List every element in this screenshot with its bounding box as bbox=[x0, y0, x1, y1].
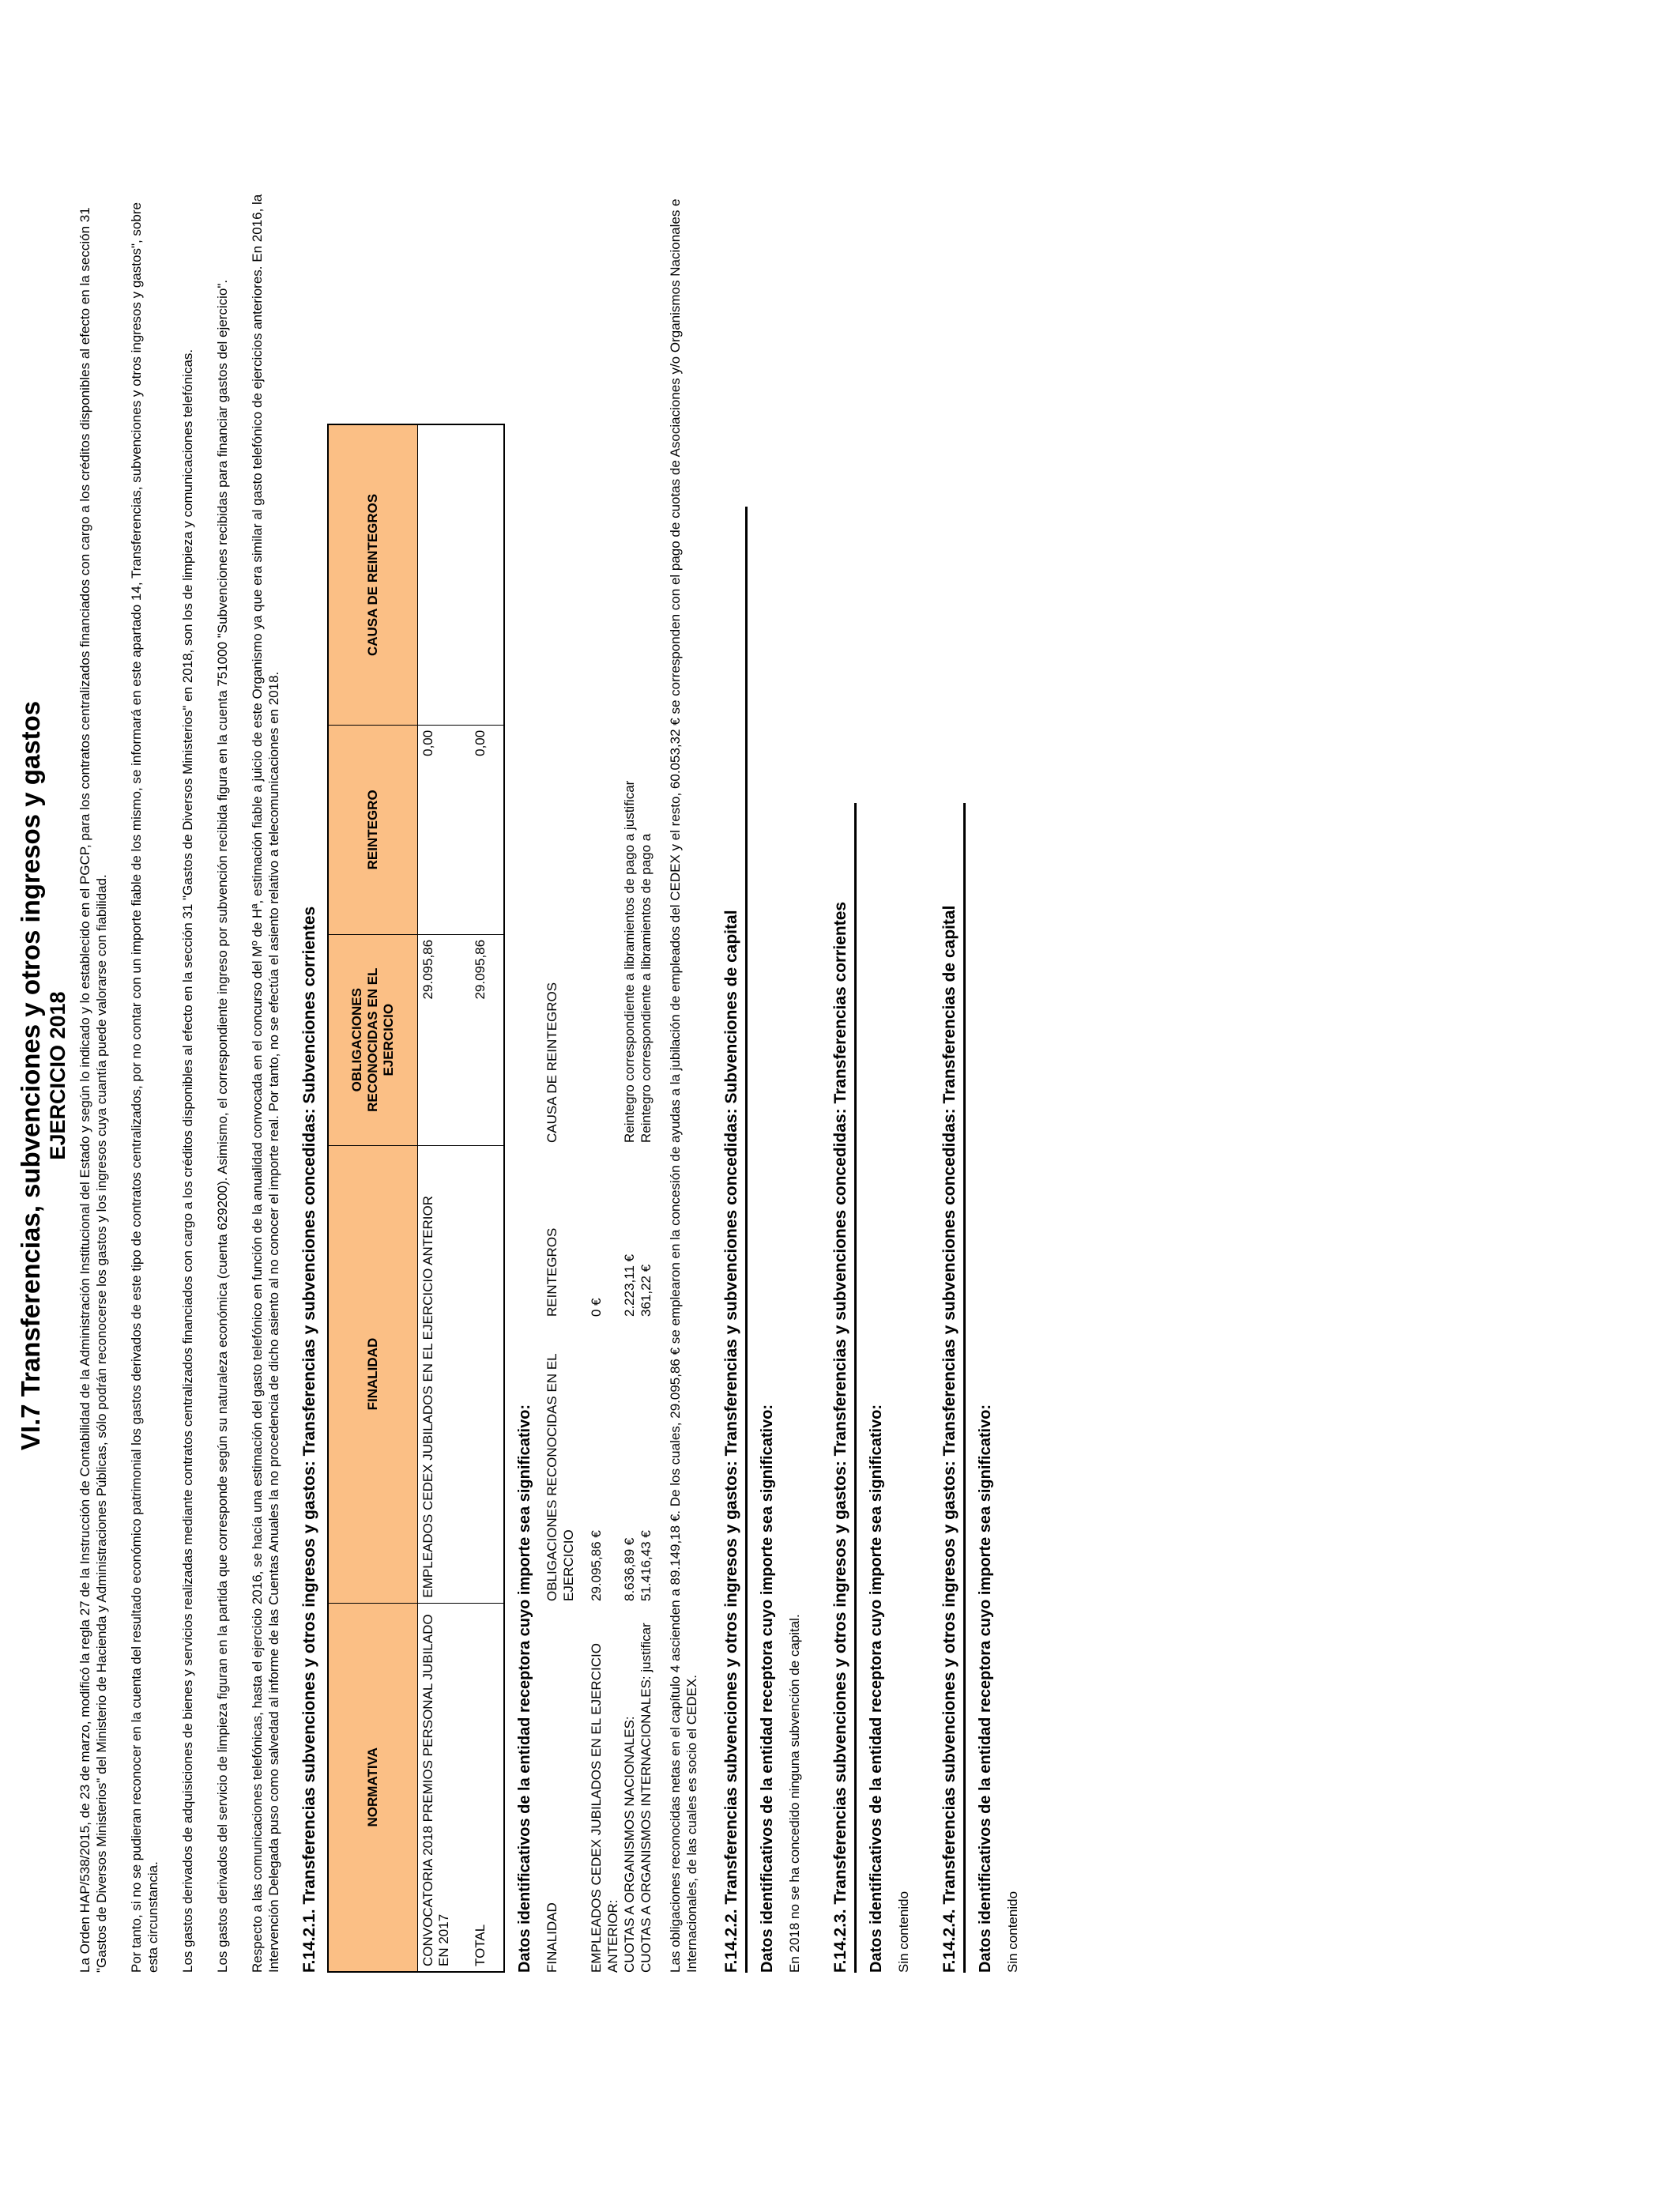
detail-obligaciones: 29.095,86 € bbox=[589, 1530, 604, 1601]
detail-finalidad: CUOTAS A ORGANISMOS INTERNACIONALES: justificar bbox=[638, 1623, 654, 1973]
cell-total-empty bbox=[470, 1145, 504, 1603]
detail-reintegros: 2.223,11 € bbox=[622, 1253, 637, 1317]
col-header-reintegro: REINTEGRO bbox=[328, 725, 418, 934]
section-heading-transferencias-capital: F.14.2.4. Transferencias subvenciones y otros ingresos y gastos: Transferencias y subvenciones concedidas: Transferencias de capital bbox=[940, 803, 966, 1973]
capital-text: En 2018 no se ha concedido ninguna subvención de capital. bbox=[787, 1614, 802, 1973]
section-heading-subvenciones-corrientes: F.14.2.1. Transferencias subvenciones y otros ingresos y gastos: Transferencias y subvenciones concedidas: Subvenciones corrientes bbox=[300, 906, 318, 1973]
sin-contenido-corrientes: Sin contenido bbox=[896, 1891, 911, 1973]
detail-reintegros: 0 € bbox=[589, 1298, 604, 1317]
receptora-heading-capital: Datos identificativos de la entidad receptora cuyo importe sea significativo: bbox=[759, 1404, 776, 1973]
page-content bbox=[16, 179, 1021, 1973]
detail-causa: Reintegro correspondiente a libramientos de pago a bbox=[638, 833, 654, 1143]
cell-reintegro: 0,00 bbox=[418, 725, 471, 934]
page-subtitle: EJERCICIO 2018 bbox=[46, 991, 70, 1160]
table-header-row bbox=[328, 424, 418, 1972]
cell-finalidad: EMPLEADOS CEDEX JUBILADOS EN EL EJERCICIO ANTERIOR bbox=[418, 1145, 471, 1603]
cell-normativa: CONVOCATORIA 2018 PREMIOS PERSONAL JUBILADO EN 2017 bbox=[418, 1603, 471, 1972]
cell-causa bbox=[418, 424, 471, 725]
paragraph-reconocimiento: Por tanto, si no se pudieran reconocer en la cuenta del resultado económico patrimonial los gastos derivados de este tipo de contratos centralizados, por no contar con un importe fiable de los mismo, se informará en este apartado 14, Transferencias, subvenciones y otros ingresos y gastos", sobre esta circunstancia. bbox=[129, 202, 160, 1973]
cell-total-label: TOTAL bbox=[470, 1603, 504, 1972]
detail-causa: Reintegro correspondiente a libramientos de pago a justificar bbox=[622, 780, 637, 1143]
detail-header-obligaciones: OBLIGACIONES RECONOCIDAS EN EL EJERCICIO bbox=[544, 1354, 576, 1601]
table-total-row bbox=[470, 424, 504, 1972]
detail-rows bbox=[588, 179, 654, 1973]
page-title: VI.7 Transferencias, subvenciones y otros ingresos y gastos bbox=[16, 700, 45, 1451]
sin-contenido-capital: Sin contenido bbox=[1005, 1891, 1020, 1973]
paragraph-obligaciones-netas: Las obligaciones reconocidas netas en el capítulo 4 ascienden a 89.149,18 €. De los cuales, 29.095,86 € se emplearon en la concesión de ayudas a la jubilación de empleados del CEDEX y el resto, 60.053,32 € se corresponden con el pago de cuotas de Asociaciones y/o Organismos Nacionales e Internacionales, de las cuales es socio el CEDEX. bbox=[668, 198, 699, 1973]
subvenciones-table bbox=[327, 424, 505, 1973]
detail-header-causa: CAUSA DE REINTEGROS bbox=[544, 982, 559, 1143]
paragraph-orden: La Orden HAP/538/2015, de 23 de marzo, modificó la regla 27 de la Instrucción de Contabilidad de la Administración Institucional del Estado y según lo indicado y lo establecido en el PGCP, para los contratos centralizados financiados con cargo a los créditos disponibles al efecto en la sección 31 "Gastos de Diversos Ministerios" del Ministerio de Hacienda y Administraciones Públicas, sólo podrán reconocerse los gastos y los ingresos cuya cuantía puede valorarse con fiabilidad. bbox=[77, 207, 109, 1973]
detail-obligaciones: 51.416,43 € bbox=[638, 1530, 654, 1601]
detail-header-finalidad: FINALIDAD bbox=[544, 1902, 559, 1973]
detail-header-reintegros: REINTEGROS bbox=[544, 1227, 559, 1317]
table-row bbox=[418, 424, 471, 1972]
paragraph-telefonia: Respecto a las comunicaciones telefónicas, hasta el ejercicio 2016, se hacía una estimación del gasto telefónico en función de la anualidad convocada en el concurso del Mº de Hª, estimación fiable a juicio de este Organismo ya que era similar al gasto telefónico de ejercicios anteriores. En 2016, la Intervención Delegada puso como salvedad al informe de las Cuentas Anuales la no procedencia de dicho asiento al no conocer el importe real. Por tanto, no se efectúa el asiento relativo a telecomunicaciones en 2018. bbox=[250, 194, 281, 1973]
cell-total-obligaciones: 29.095,86 bbox=[470, 934, 504, 1145]
cell-obligaciones: 29.095,86 bbox=[418, 934, 471, 1145]
paragraph-gastos-centralizados: Los gastos derivados de adquisiciones de bienes y servicios realizadas mediante contratos centralizados financiados con cargo a los créditos disponibles al efecto en la sección 31 "Gastos de Diversos Ministerios" en 2018, son los de limpieza y comunicaciones telefónicas. bbox=[180, 349, 195, 1973]
receptora-heading-transf-capital: Datos identificativos de la entidad receptora cuyo importe sea significativo: bbox=[977, 1404, 994, 1973]
detail-reintegros: 361,22 € bbox=[638, 1264, 654, 1317]
detail-table bbox=[544, 179, 577, 1973]
col-header-normativa: NORMATIVA bbox=[328, 1603, 418, 1972]
cell-total-reintegro: 0,00 bbox=[470, 725, 504, 934]
section-heading-subvenciones-capital: F.14.2.2. Transferencias subvenciones y otros ingresos y gastos: Transferencias y subvenciones concedidas: Subvenciones de capital bbox=[722, 507, 748, 1973]
col-header-finalidad: FINALIDAD bbox=[328, 1145, 418, 1603]
col-header-obligaciones: OBLIGACIONES RECONOCIDAS EN EL EJERCICIO bbox=[328, 934, 418, 1145]
section-heading-transferencias-corrientes: F.14.2.3. Transferencias subvenciones y otros ingresos y gastos: Transferencias y subvenciones concedidas: Transferencias corrientes bbox=[831, 803, 857, 1973]
receptora-heading: Datos identificativos de la entidad receptora cuyo importe sea significativo: bbox=[516, 1404, 533, 1973]
detail-causa bbox=[588, 574, 621, 1143]
col-header-causa: CAUSA DE REINTEGROS bbox=[328, 424, 418, 725]
paragraph-limpieza: Los gastos derivados del servicio de limpieza figuran en la partida que corresponde según su naturaleza económica (cuenta 629200). Asimismo, el correspondiente ingreso por subvención recibida figura en la cuenta 751000 "Subvenciones recibidas para financiar gastos del ejercicio". bbox=[215, 279, 230, 1973]
detail-finalidad: CUOTAS A ORGANISMOS NACIONALES: bbox=[622, 1716, 637, 1973]
detail-obligaciones: 8.636,89 € bbox=[622, 1537, 637, 1601]
receptora-heading-transf-corrientes: Datos identificativos de la entidad receptora cuyo importe sea significativo: bbox=[868, 1404, 885, 1973]
detail-finalidad: EMPLEADOS CEDEX JUBILADOS EN EL EJERCICIO ANTERIOR: bbox=[589, 1643, 620, 1973]
cell-total-causa bbox=[470, 424, 504, 725]
